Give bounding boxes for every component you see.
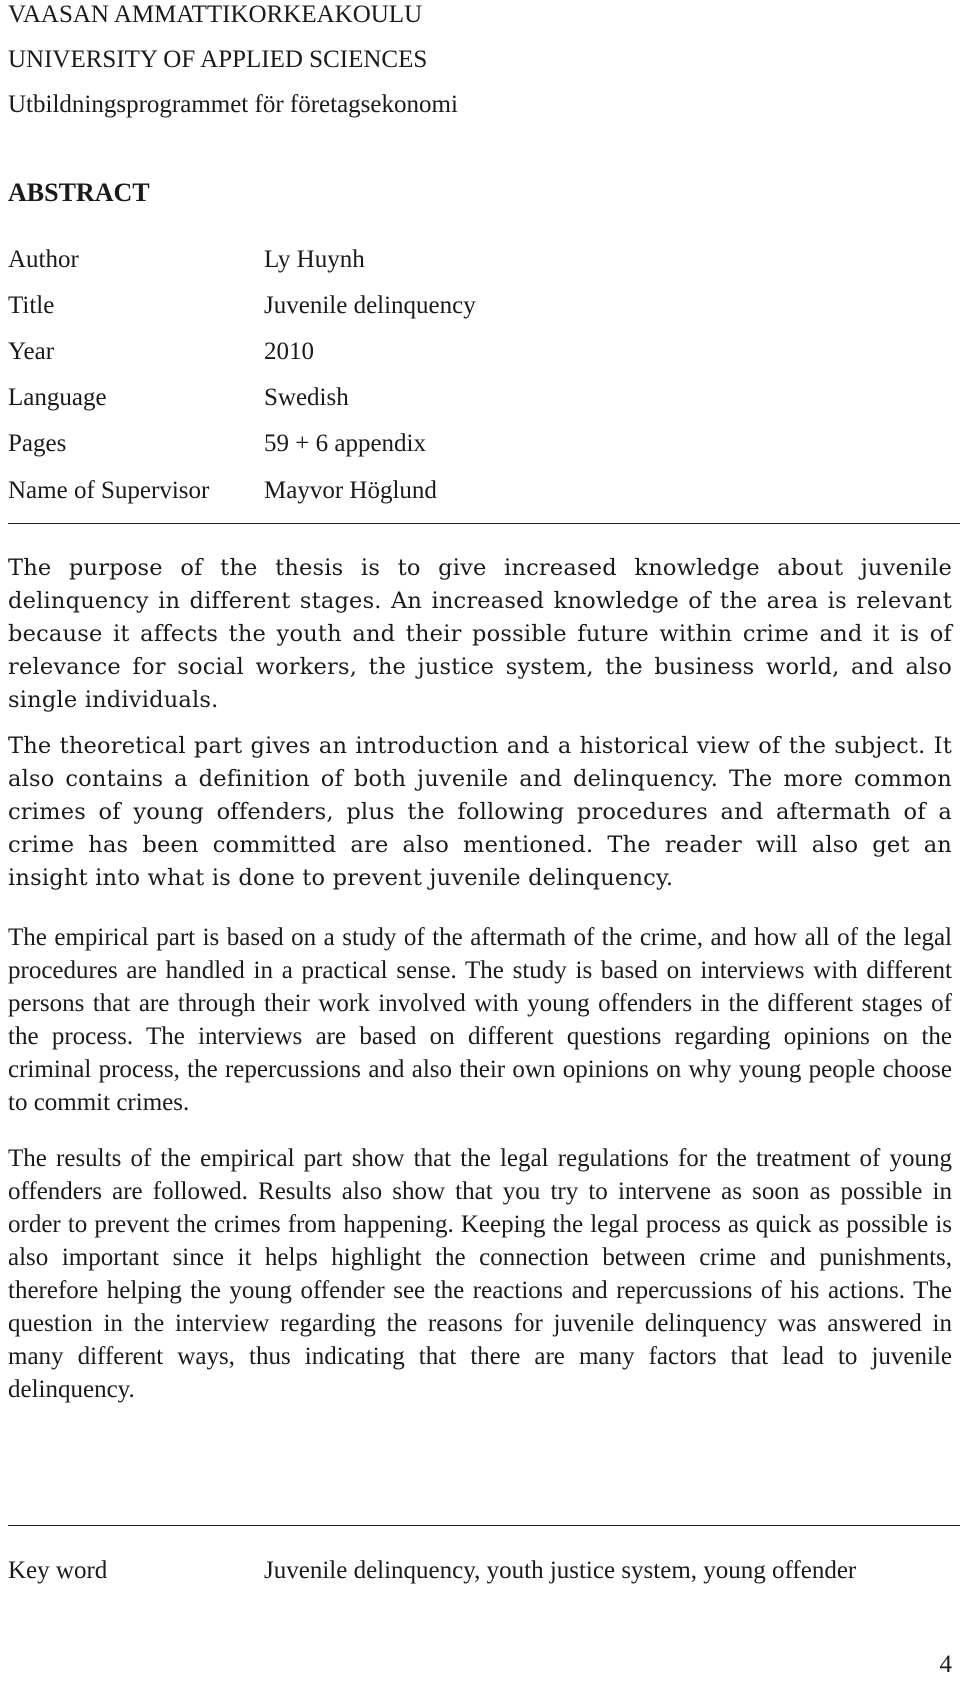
meta-value: Juvenile delinquency — [264, 292, 476, 319]
keywords-label: Key word — [8, 1557, 108, 1584]
abstract-paragraph-purpose: The purpose of the thesis is to give increased knowledge about juvenile delinquency in different stages. An increased knowledge of the area is relevant because it affects the youth and their possible future within crime and it is of relevance for social workers, the justice system, the business world, and also single individuals. — [8, 555, 952, 713]
abstract-paragraph-empirical: The empirical part is based on a study of the aftermath of the crime, and how all of the legal procedures are handled in a practical sense. The study is based on interviews with different persons that are through their work involved with young offenders in the different stages of the process. The interviews are based on different questions regarding opinions on the criminal process, the repercussions and also their own opinions on why young people choose to commit crimes. — [8, 924, 952, 1116]
meta-value: 59 + 6 appendix — [264, 430, 426, 457]
university-name: UNIVERSITY OF APPLIED SCIENCES — [8, 46, 428, 73]
meta-label: Title — [8, 292, 55, 319]
page-number: 4 — [939, 1651, 952, 1678]
meta-value: Ly Huynh — [264, 246, 365, 273]
abstract-paragraph-theory: The theoretical part gives an introduction and a historical view of the subject. It also contains a definition of both juvenile and delinquency. The more common crimes of young offenders, plus the following procedures and aftermath of a crime has been committed are also mentioned. The reader will also get an insight into what is done to prevent juvenile delinquency. — [8, 733, 952, 891]
abstract-paragraph-results: The results of the empirical part show that the legal regulations for the treatment of young offenders are followed. Results also show that you try to intervene as soon as possible in order to prevent the crimes from happening. Keeping the legal process as quick as possible is also important since it helps highlight the connection between crime and punishments, therefore helping the young offender see the reactions and repercussions of his actions. The question in the interview regarding the reasons for juvenile delinquency was answered in many different ways, thus indicating that there are many factors that lead to juvenile delinquency. — [8, 1145, 952, 1403]
meta-label: Year — [8, 338, 55, 365]
meta-label: Author — [8, 246, 79, 273]
meta-label: Pages — [8, 430, 67, 457]
meta-label: Language — [8, 384, 107, 411]
abstract-heading: ABSTRACT — [8, 178, 150, 207]
meta-value: 2010 — [264, 338, 314, 365]
divider-top — [8, 523, 960, 524]
programme-name: Utbildningsprogrammet för företagsekonomi — [8, 91, 458, 118]
abstract-page — [8, 0, 952, 1686]
meta-value: Swedish — [264, 384, 349, 411]
divider-bottom — [8, 1525, 960, 1526]
meta-label: Name of Supervisor — [8, 477, 210, 504]
meta-value: Mayvor Höglund — [264, 477, 437, 504]
school-name: VAASAN AMMATTIKORKEAKOULU — [8, 1, 423, 28]
keywords-value: Juvenile delinquency, youth justice system, young offender — [264, 1557, 857, 1584]
